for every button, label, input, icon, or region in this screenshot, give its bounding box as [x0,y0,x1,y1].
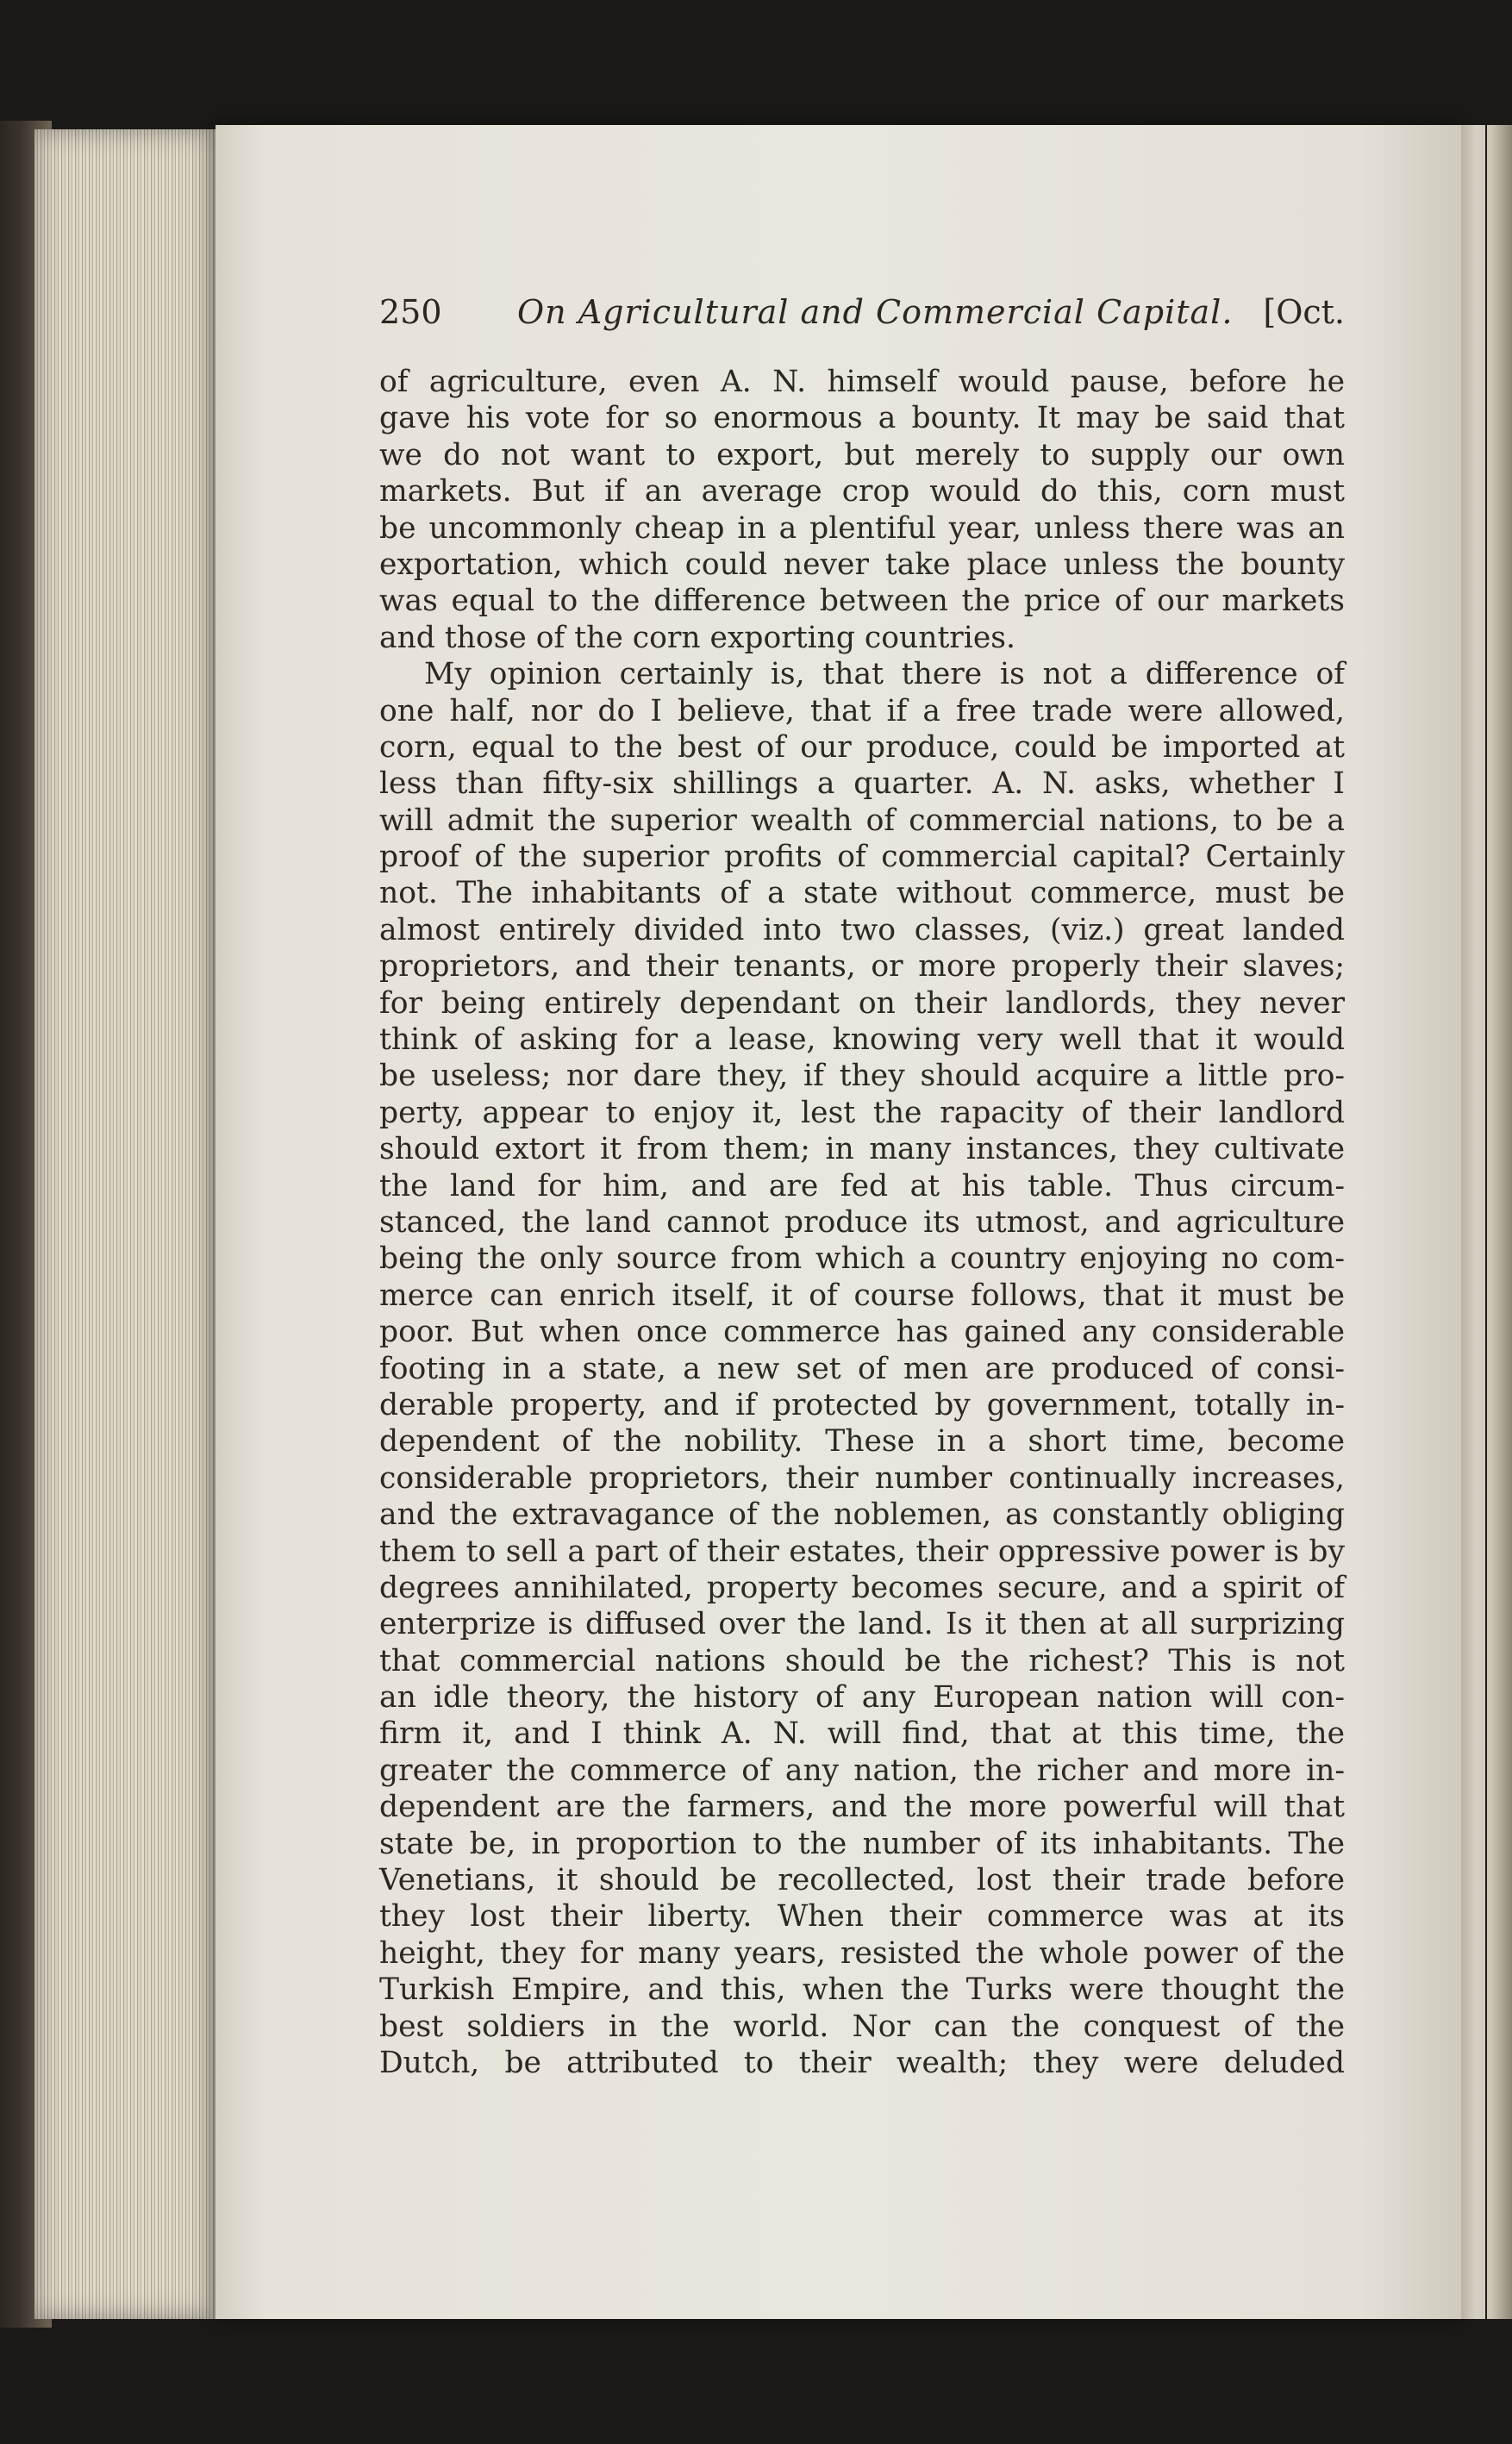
text-line: Venetians, it should be recollected, lost their trade before [379,1863,1345,1898]
text-line: My opinion certainly is, that there is not a difference of [424,657,1345,692]
text-line: them to sell a part of their estates, their oppressive power is by [379,1534,1345,1569]
text-line: being the only source from which a country enjoying no com- [379,1241,1345,1277]
text-line: enterprize is diffused over the land. Is it then at all surprizing [379,1607,1345,1642]
right-page-edges [1461,125,1512,2319]
text-line: degrees annihilated, property becomes secure, and a spirit of [379,1570,1345,1605]
text-line: corn, equal to the best of our produce, could be imported at [379,729,1345,765]
text-line: for being entirely dependant on their landlords, they never [379,985,1345,1021]
text-line: Dutch, be attributed to their wealth; they were deluded [379,2045,1345,2080]
text-line: should extort it from them; in many instances, they cultivate [379,1132,1345,1167]
text-line: considerable proprietors, their number continually increases, [379,1460,1345,1496]
text-line: proprietors, and their tenants, or more properly their slaves; [379,949,1345,984]
text-line: of agriculture, even A. N. himself would pause, before he [379,365,1345,399]
text-line: we do not want to export, but merely to supply our own [379,437,1345,472]
text-line: state be, in proportion to the number of its inhabitants. The [379,1826,1345,1861]
text-line: best soldiers in the world. Nor can the conquest of the [379,2009,1345,2044]
text-line: gave his vote for so enormous a bounty. It may be said that [379,401,1345,436]
text-line: the land for him, and are fed at his table. Thus circum- [379,1168,1345,1203]
page-header [379,293,1345,345]
text-line: dependent are the farmers, and the more powerful will that [379,1790,1345,1825]
issue-month: [Oct. [1263,293,1345,331]
text-line: be uncommonly cheap in a plentiful year, unless there was an [379,510,1345,546]
text-line: Turkish Empire, and this, when the Turks were thought the [379,1972,1345,2008]
text-line: height, they for many years, resisted the whole power of the [379,1935,1345,1971]
text-line: greater the commerce of any nation, the richer and more in- [379,1753,1345,1788]
text-line: derable property, and if protected by government, totally in- [379,1387,1345,1422]
text-line: markets. But if an average crop would do this, corn must [379,474,1345,509]
text-line: almost entirely divided into two classes, (viz.) great landed [379,912,1345,947]
text-line: proof of the superior profits of commercial capital? Certainly [379,840,1345,875]
text-line: and the extravagance of the noblemen, as constantly obliging [379,1497,1345,1533]
text-line: think of asking for a lease, knowing very well that it would [379,1022,1345,1058]
text-line: one half, nor do I believe, that if a free trade were allowed, [379,693,1345,728]
running-title: On Agricultural and Commercial Capital. [517,293,1234,331]
text-line: and those of the corn exporting countries. [379,620,1015,655]
text-line: stanced, the land cannot produce its utmost, and agriculture [379,1204,1345,1240]
text-line: will admit the superior wealth of commercial nations, to be a [379,803,1345,838]
text-line: was equal to the difference between the price of our markets [379,584,1345,619]
stacked-page-edges [34,129,220,2319]
text-line: dependent of the nobility. These in a short time, become [379,1424,1345,1460]
text-line: that commercial nations should be the richest? This is not [379,1643,1345,1678]
text-line: not. The inhabitants of a state without commerce, must be [379,876,1345,911]
text-line: be useless; nor dare they, if they should acquire a little pro- [379,1059,1345,1094]
text-line: merce can enrich itself, it of course follows, that it must be [379,1278,1345,1313]
text-line: poor. But when once commerce has gained any considerable [379,1315,1345,1350]
text-line: less than fifty-six shillings a quarter. A. N. asks, whether I [379,766,1345,802]
text-line: perty, appear to enjoy it, lest the rapacity of their landlord [379,1095,1345,1130]
text-line: exportation, which could never take place unless the bounty [379,547,1345,582]
text-line: firm it, and I think A. N. will find, that at this time, the [379,1716,1345,1752]
text-line: footing in a state, a new set of men are produced of consi- [379,1351,1345,1386]
text-line: an idle theory, the history of any European nation will con- [379,1680,1345,1716]
text-line: they lost their liberty. When their commerce was at its [379,1899,1345,1935]
page-number: 250 [379,293,442,331]
article-body [379,364,1345,2081]
